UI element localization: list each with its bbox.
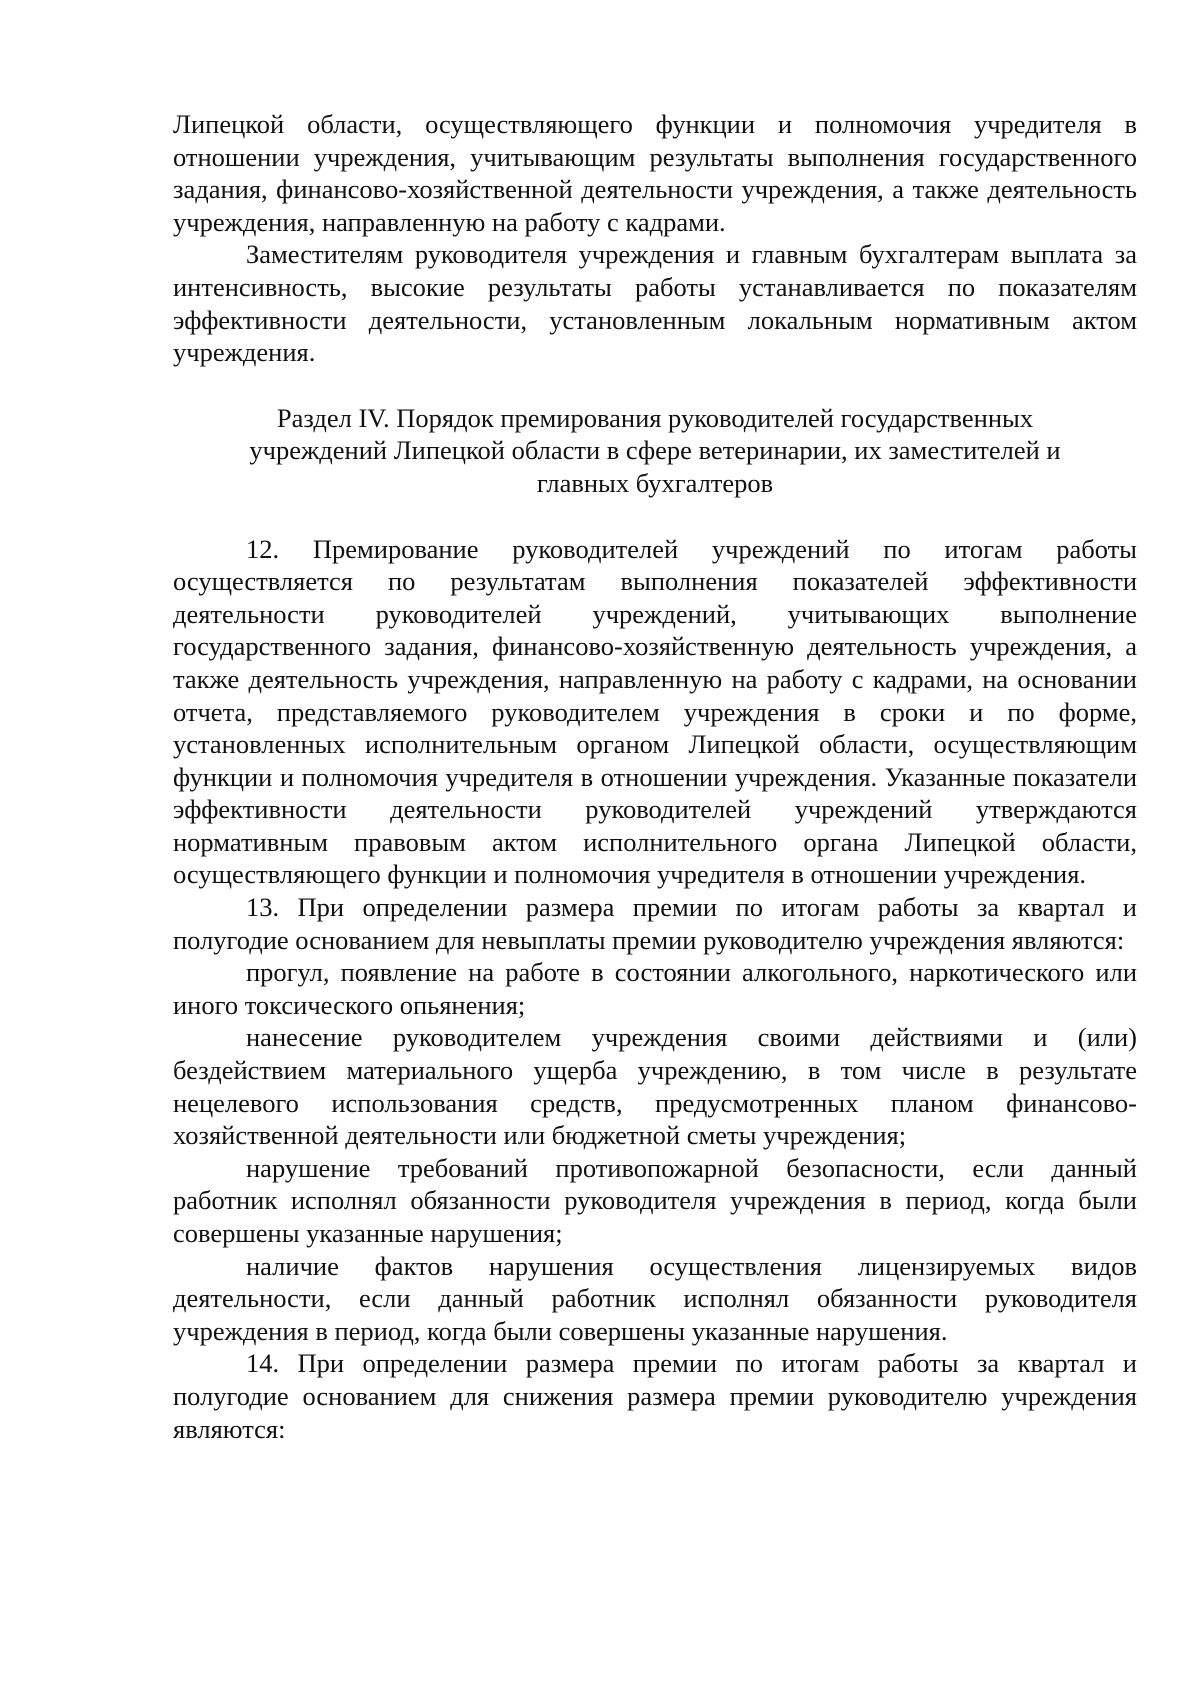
paragraph-14: 14. При определении размера премии по итогам работы за квартал и полугодие основанием для снижения размера премии руководителю учреждения являются: — [173, 1348, 1137, 1444]
section-heading-line-2: учреждений Липецкой области в сфере ветеринарии, их заместителей и — [249, 435, 1061, 466]
section-heading — [173, 402, 1137, 500]
list-item-licensing: наличие фактов нарушения осуществления лицензируемых видов деятельности, если данный работник исполнял обязанности руководителя учреждения в период, когда были совершены указанные нарушения. — [173, 1250, 1137, 1346]
paragraph-12: 12. Премирование руководителей учреждений по итогам работы осуществляется по результатам выполнения показателей эффективности деятельности руководителей учреждений, учитывающих выполнение государственного задания, финансово-хозяйственную деятельность учреждения, а также деятельность учреждения, направленную на работу с кадрами, на основании отчета, представляемого руководителем учреждения в сроки и по форме, установленных исполнительным органом Липецкой области, осуществляющим функции и полномочия учредителя в отношении учреждения. Указанные показатели эффективности деятельности руководителей учреждений утверждаются нормативным правовым актом исполнительного органа Липецкой области, осуществляющего функции и полномочия учредителя в отношении учреждения. — [173, 533, 1137, 890]
paragraph-13: 13. При определении размера премии по итогам работы за квартал и полугодие основанием для невыплаты премии руководителю учреждения являются: — [173, 892, 1137, 955]
list-item-absence: прогул, появление на работе в состоянии алкогольного, наркотического или иного токсического опьянения; — [173, 957, 1137, 1020]
paragraph-continuation: Липецкой области, осуществляющего функции и полномочия учредителя в отношении учреждения, учитывающим результаты выполнения государственного задания, финансово-хозяйственной деятельности учреждения, а также деятельность учреждения, направленную на работу с кадрами. — [173, 109, 1137, 237]
list-item-damage: нанесение руководителем учреждения своими действиями и (или) бездействием материального ущерба учреждению, в том числе в результате нецелевого использования средств, предусмотренных планом финансово-хозяйственной деятельности или бюджетной сметы учреждения; — [173, 1022, 1137, 1151]
paragraph-deputies: Заместителям руководителя учреждения и главным бухгалтерам выплата за интенсивность, высокие результаты работы устанавливается по показателям эффективности деятельности, установленным локальным нормативным актом учреждения. — [173, 239, 1137, 368]
document-page — [173, 108, 1137, 1445]
section-heading-line-1: Раздел IV. Порядок премирования руководителей государственных — [276, 402, 1034, 433]
section-heading-line-3: главных бухгалтеров — [536, 467, 774, 498]
list-item-fire-safety: нарушение требований противопожарной безопасности, если данный работник исполнял обязанности руководителя учреждения в период, когда были совершены указанные нарушения; — [173, 1152, 1137, 1248]
